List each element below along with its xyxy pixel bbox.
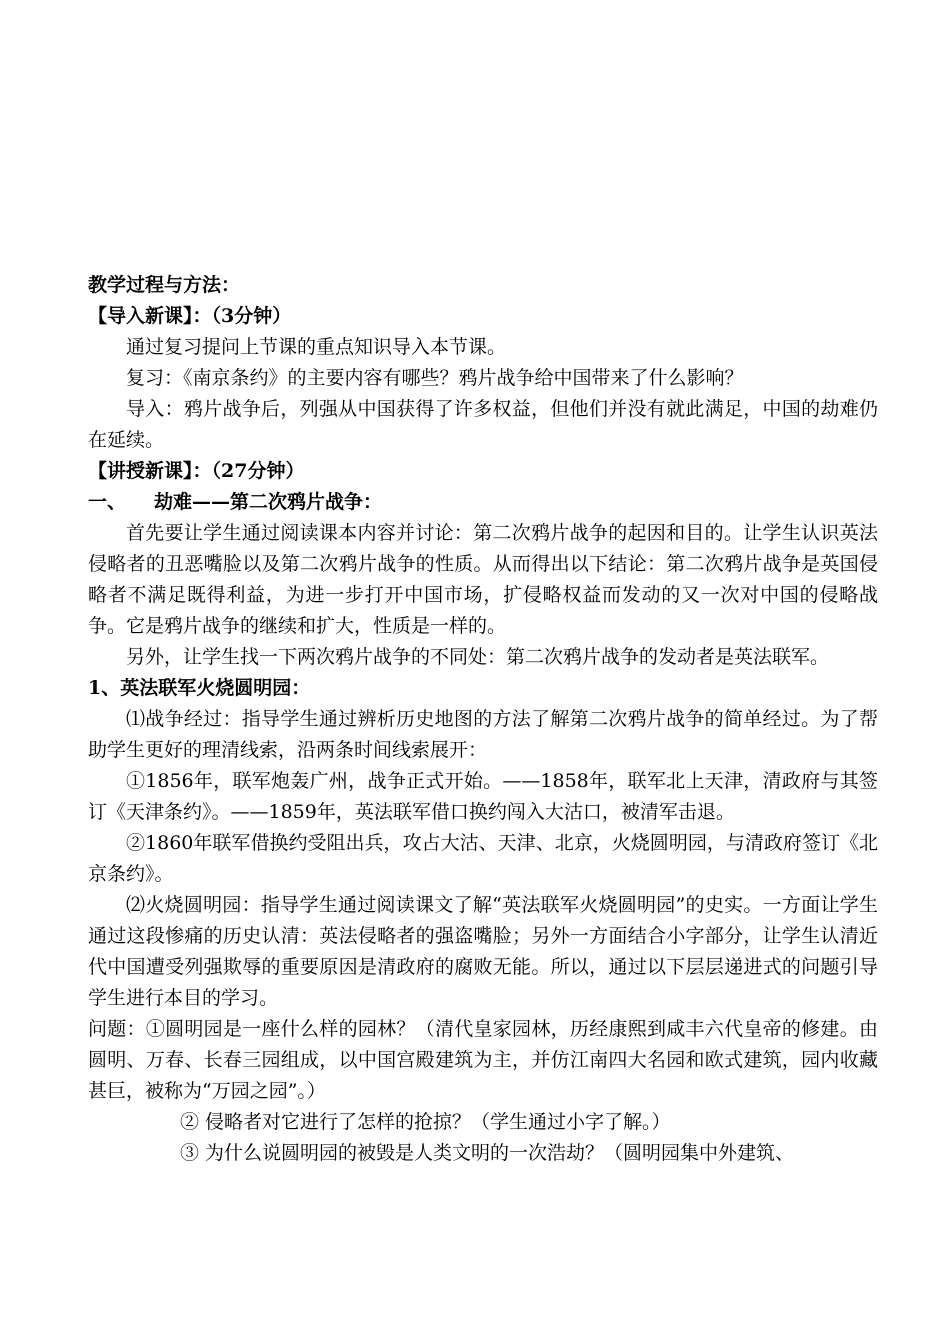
- document-body: [88, 270, 878, 1169]
- lecture-paragraph-2: 另外，让学生找一下两次鸦片战争的不同处：第二次鸦片战争的发动者是英法联军。: [126, 646, 830, 668]
- question-3: ③ 为什么说圆明园的被毁是人类文明的一次浩劫？（圆明园集中外建筑、: [180, 1142, 795, 1164]
- timeline-paragraph-1: ①1856年，联军炮轰广州，战争正式开始。——1858年，联军北上天津，清政府与其签订《天津条约》。——1859年，英法联军借口换约闯入大沽口，被清军击退。: [88, 770, 878, 823]
- section-1-name: 劫难——第二次鸦片战争：: [154, 491, 383, 513]
- section-1-title: [88, 487, 878, 518]
- burning-paragraph: ⑵火烧圆明园：指导学生通过阅读课文了解“英法联军火烧圆明园”的史实。一方面让学生通过这段惨痛的历史认清：英法侵略者的强盗嘴脸；另外一方面结合小字部分，让学生认清近代中国遭受列强欺辱的重要原因是清政府的腐败无能。所以，通过以下层层递进式的问题引导学生进行本目的学习。: [88, 894, 878, 1009]
- war-process-paragraph: ⑴战争经过：指导学生通过辨析历史地图的方法了解第二次鸦片战争的简单经过。为了帮助学生更好的理清线索，沿两条时间线索展开：: [88, 708, 878, 761]
- subsection-1-title: 1、英法联军火烧圆明园：: [88, 677, 311, 699]
- intro-title: 【导入新课】：（3分钟）: [88, 305, 292, 327]
- intro-paragraph-1: 通过复习提问上节课的重点知识导入本节课。: [126, 336, 507, 358]
- section-1-number: 一、: [88, 491, 127, 513]
- intro-paragraph-2: 复习：《南京条约》的主要内容有哪些？鸦片战争给中国带来了什么影响？: [126, 367, 744, 389]
- timeline-paragraph-2: ②1860年联军借换约受阻出兵，攻占大沽、天津、北京，火烧圆明园，与清政府签订《北京条约》。: [88, 832, 878, 885]
- lecture-paragraph-1: 首先要让学生通过阅读课本内容并讨论：第二次鸦片战争的起因和目的。让学生认识英法侵略者的丑恶嘴脸以及第二次鸦片战争的性质。从而得出以下结论：第二次鸦片战争是英国侵略者不满足既得利益，为进一步打开中国市场，扩侵略权益而发动的又一次对中国的侵略战争。它是鸦片战争的继续和扩大，性质是一样的。: [88, 522, 878, 637]
- question-1: 问题：①圆明园是一座什么样的园林？（清代皇家园林，历经康熙到咸丰六代皇帝的修建。由圆明、万春、长春三园组成，以中国宫殿建筑为主，并仿江南四大名园和欧式建筑，园内收藏甚巨，被称为“万园之园”。）: [88, 1018, 878, 1102]
- lecture-title: 【讲授新课】：（27分钟）: [88, 460, 305, 482]
- question-2: ② 侵略者对它进行了怎样的抢掠？（学生通过小字了解。）: [180, 1111, 671, 1133]
- intro-paragraph-3: 导入：鸦片战争后，列强从中国获得了许多权益，但他们并没有就此满足，中国的劫难仍在延续。: [88, 398, 878, 451]
- section-heading: 教学过程与方法：: [88, 274, 241, 296]
